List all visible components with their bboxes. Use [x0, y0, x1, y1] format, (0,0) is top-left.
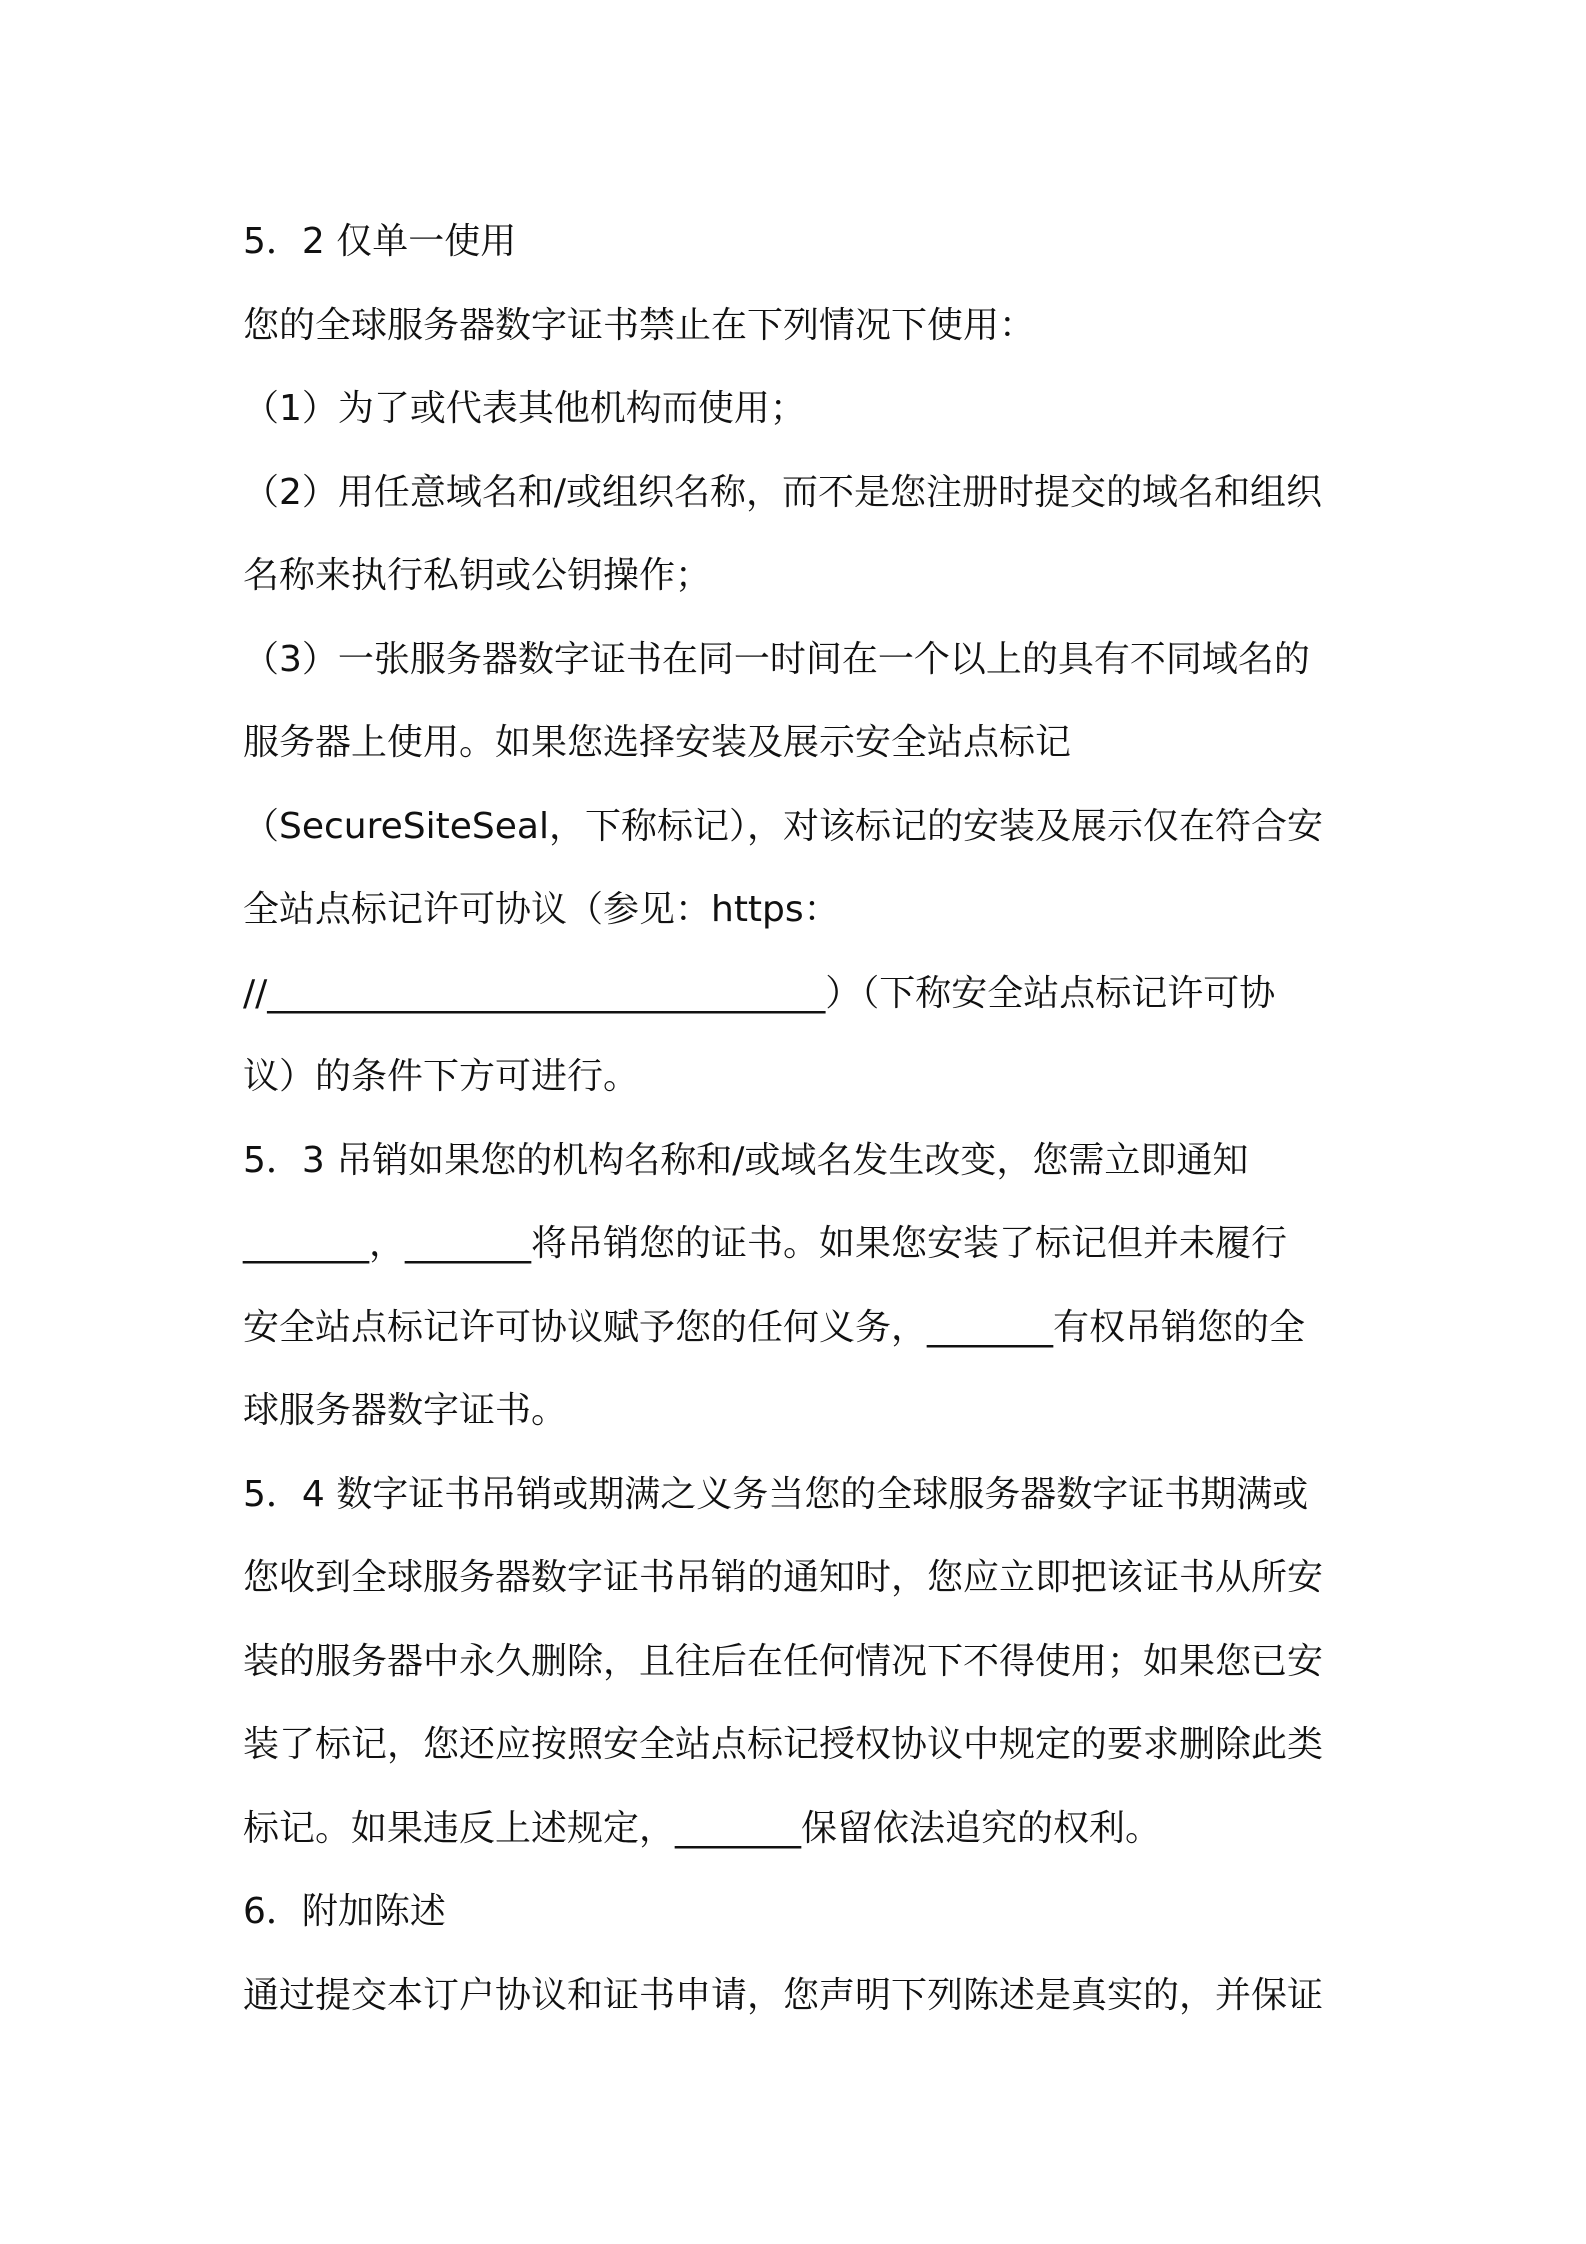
section-heading-5-2: 5．2 仅单一使用	[243, 221, 517, 262]
paragraph-line: 球服务器数字证书。	[243, 1390, 568, 1431]
document-body	[243, 200, 1358, 2037]
section-heading-6: 6．附加陈述	[243, 1891, 446, 1932]
list-item-1: （1）为了或代表其他机构而使用；	[243, 388, 806, 429]
list-item-3: （3）一张服务器数字证书在同一时间在一个以上的具有不同域名的	[243, 638, 1310, 680]
section-heading-5-4: 5．4 数字证书吊销或期满之义务当您的全球服务器数字证书期满或	[243, 1473, 1309, 1515]
paragraph-line: 名称来执行私钥或公钥操作；	[243, 555, 712, 596]
paragraph-line: 标记。如果违反上述规定，_______保留依法追究的权利。	[243, 1807, 1162, 1849]
paragraph-line: 安全站点标记许可协议赋予您的任何义务，_______有权吊销您的全	[243, 1306, 1306, 1348]
paragraph-line: （SecureSiteSeal，下称标记），对该标记的安装及展示仅在符合安	[243, 805, 1323, 847]
paragraph-line: 您的全球服务器数字证书禁止在下列情况下使用：	[243, 304, 1036, 346]
section-heading-5-3: 5．3 吊销如果您的机构名称和/或域名发生改变，您需立即通知	[243, 1139, 1249, 1181]
paragraph-line: 全站点标记许可协议（参见：https：	[243, 889, 840, 930]
paragraph-line: //_______________________________）（下称安全站点标记许可协	[243, 972, 1276, 1014]
paragraph-line: 通过提交本订户协议和证书申请，您声明下列陈述是真实的，并保证	[243, 1974, 1324, 2016]
paragraph-line: 议）的条件下方可进行。	[243, 1056, 640, 1097]
paragraph-line: 装了标记，您还应按照安全站点标记授权协议中规定的要求删除此类	[243, 1724, 1324, 1765]
list-item-2: （2）用任意域名和/或组织名称，而不是您注册时提交的域名和组织	[243, 471, 1323, 513]
paragraph-line: _______，_______将吊销您的证书。如果您安装了标记但并未履行	[243, 1223, 1288, 1264]
paragraph-line: 装的服务器中永久删除，且往后在任何情况下不得使用；如果您已安	[243, 1640, 1324, 1682]
paragraph-line: 您收到全球服务器数字证书吊销的通知时，您应立即把该证书从所安	[243, 1557, 1324, 1598]
paragraph-line: 服务器上使用。如果您选择安装及展示安全站点标记	[243, 722, 1072, 763]
